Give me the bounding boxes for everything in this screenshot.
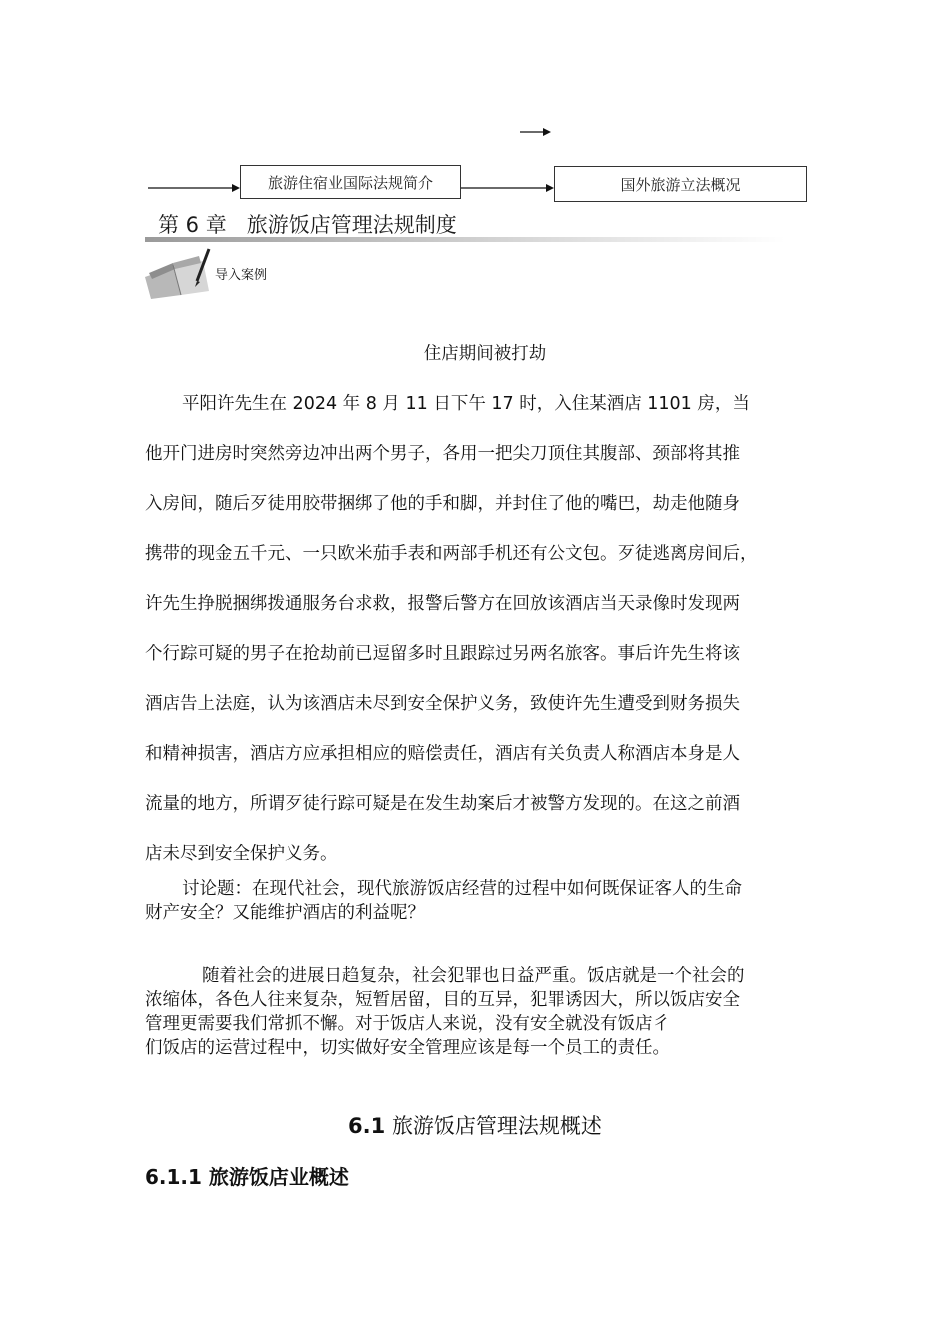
case-line: 和精神损害，酒店方应承担相应的赔偿责任，酒店有关负责人称酒店本身是人 xyxy=(145,744,740,764)
discussion-line: 讨论题：在现代社会，现代旅游饭店经营的过程中如何既保证客人的生命 xyxy=(182,879,742,899)
chapter-title: 第 6 章 旅游饭店管理法规制度 xyxy=(158,213,457,237)
case-line: 他开门进房时突然旁边冲出两个男子，各用一把尖刀顶住其腹部、颈部将其推 xyxy=(145,444,740,464)
box-foreign-legislation: 国外旅游立法概况 xyxy=(554,166,807,202)
body-paragraph xyxy=(145,964,815,1060)
section-heading xyxy=(145,1110,805,1142)
case-title: 住店期间被打劫 xyxy=(423,344,547,364)
section-title: 旅游饭店管理法规概述 xyxy=(391,1114,602,1138)
case-line: 店未尽到安全保护义务。 xyxy=(145,844,338,864)
body-line: 们饭店的运营过程中，切实做好安全管理应该是每一个员工的责任。 xyxy=(145,1038,670,1058)
body-line: 管理更需要我们常抓不懈。对于饭店人来说，没有安全就没有饭店彳 xyxy=(145,1014,670,1034)
discussion-line: 财产安全？又能维护酒店的利益呢？ xyxy=(145,903,425,923)
case-line: 平阳许先生在 2024 年 8 月 11 日下午 17 时，入住某酒店 1101 房，当 xyxy=(182,394,750,414)
case-line: 许先生挣脱捆绑拨通服务台求救，报警后警方在回放该酒店当天录像时发现两 xyxy=(145,594,740,614)
open-book-pen-icon xyxy=(143,247,215,301)
left-arrow-head xyxy=(232,184,240,192)
case-narrative xyxy=(145,379,825,879)
box-international-regulations: 旅游住宿业国际法规简介 xyxy=(240,165,461,199)
subsection-heading: 6.1.1 旅游饭店业概述 xyxy=(145,1165,349,1189)
middle-arrow-head xyxy=(546,184,554,192)
top-arrow-head xyxy=(543,128,551,136)
body-line: 随着社会的进展日趋复杂，社会犯罪也日益严重。饭店就是一个社会的 xyxy=(202,966,745,986)
chapter-underline xyxy=(145,237,785,242)
intro-case-label: 导入案例 xyxy=(215,268,268,283)
flow-diagram xyxy=(0,0,950,215)
case-line: 酒店告上法庭，认为该酒店未尽到安全保护义务，致使许先生遭受到财务损失 xyxy=(145,694,740,714)
case-line: 入房间，随后歹徒用胶带捆绑了他的手和脚，并封住了他的嘴巴，劫走他随身 xyxy=(145,494,740,514)
case-line: 个行踪可疑的男子在抢劫前已逗留多时且跟踪过另两名旅客。事后许先生将该 xyxy=(145,644,740,664)
section-number: 6.1 xyxy=(348,1114,386,1138)
body-line: 浓缩体，各色人往来复杂，短暂居留，目的互异，犯罪诱因大，所以饭店安全 xyxy=(145,990,740,1010)
discussion-question xyxy=(145,877,815,925)
case-line: 流量的地方，所谓歹徒行踪可疑是在发生劫案后才被警方发现的。在这之前酒 xyxy=(145,794,740,814)
case-line: 携带的现金五千元、一只欧米茄手表和两部手机还有公文包。歹徒逃离房间后， xyxy=(145,544,758,564)
